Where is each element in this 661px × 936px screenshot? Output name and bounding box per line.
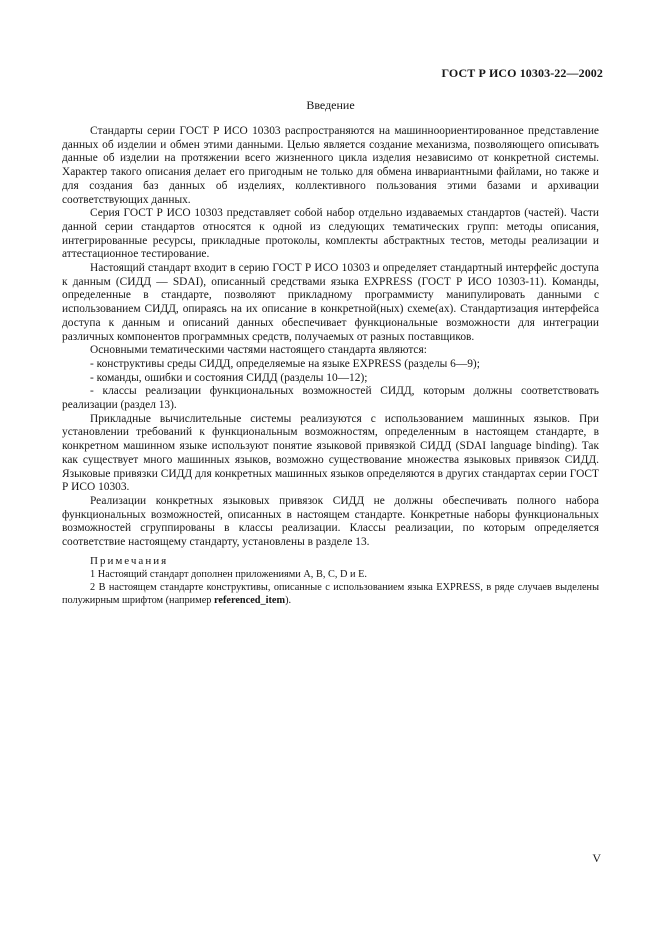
paragraph: Серия ГОСТ Р ИСО 10303 представляет собой набор отдельно издаваемых стандартов (частей). Части данной серии стандартов относятся к одной из следующих тематических групп: методы описания, интегрированные ресурсы, прикладные протоколы, комплекты абстрактных тестов, методы реализации и аттестационное тестирование. — [62, 207, 599, 261]
notes-block — [62, 555, 599, 607]
list-item: - команды, ошибки и состояния СИДД (разделы 10—12); — [90, 371, 368, 384]
document-code-header: ГОСТ Р ИСО 10303-22—2002 — [441, 66, 603, 80]
note-2-end: ). — [285, 594, 292, 606]
paragraph: Стандарты серии ГОСТ Р ИСО 10303 распространяются на машинноориентированное представление данных об изделии и обмен этими данными. Целью является создание механизма, позволяющего описывать данные об изделии на протяжении всего жизненного цикла изделия независимо от конкретной системы. Характер такого описания делает его пригодным не только для обмена инвариантными файлами, но также и для создания баз данных об изделиях, коллективного пользования этими базами и архивации соответствующих данных. — [62, 125, 599, 206]
section-title: Введение — [306, 98, 355, 112]
note-2 — [62, 582, 599, 607]
paragraph: Основными тематическими частями настоящего стандарта являются: — [90, 344, 427, 357]
paragraph: Настоящий стандарт входит в серию ГОСТ Р ИСО 10303 и определяет стандартный интерфейс доступа к данным (СИДД — SDAI), описанный средствами языка EXPRESS (ГОСТ Р ИСО 10303-11). Команды, определенные в стандарте, позволяют прикладному программисту манипулировать данными с использованием СИДД, опираясь на их описание в конкретной(ных) схеме(ах). Стандартизация интерфейса доступа к данным и описаний данных обеспечивает функциональные возможности для интеграции различных компонентов программных средств, получаемых от разных поставщиков. — [62, 262, 599, 343]
list-item: - классы реализации функциональных возможностей СИДД, которым должны соответствовать реализации (раздел 13). — [62, 385, 599, 412]
introduction-body — [62, 125, 599, 607]
note-2-bold-example: referenced_item — [213, 594, 286, 606]
page-number: V — [592, 851, 601, 865]
note-1: 1 Настоящий стандарт дополнен приложениями A, B, C, D и E. — [90, 569, 367, 581]
list-item: - конструктивы среды СИДД, определяемые на языке EXPRESS (разделы 6—9); — [90, 357, 480, 370]
note-2-text: 2 В настоящем стандарте конструктивы, описанные с использованием языка EXPRESS, в ряде случаев выделены полужирным шрифтом (например — [62, 581, 599, 606]
paragraph: Прикладные вычислительные системы реализуются с использованием машинных языков. При установлении требований к функциональным возможностям, определенным в настоящем стандарте, в конкретном машинном языке используют понятие языковой привязкой СИДД (SDAI language binding). Так как существует много машинных языков, возможно существование множества языковых привязок СИДД. Языковые привязки СИДД для конкретных машинных языков определяются в других стандартах серии ГОСТ Р ИСО 10303. — [62, 412, 599, 494]
notes-heading: Примечания — [90, 554, 169, 567]
paragraph: Реализации конкретных языковых привязок СИДД не должны обеспечивать полного набора функциональных возможностей, описанных в настоящем стандарте. Конкретные наборы функциональных возможностей сгруппированы в классы реализации. Классы реализации, по которым определяется соответствие настоящему стандарту, установлены в разделе 13. — [62, 494, 599, 549]
